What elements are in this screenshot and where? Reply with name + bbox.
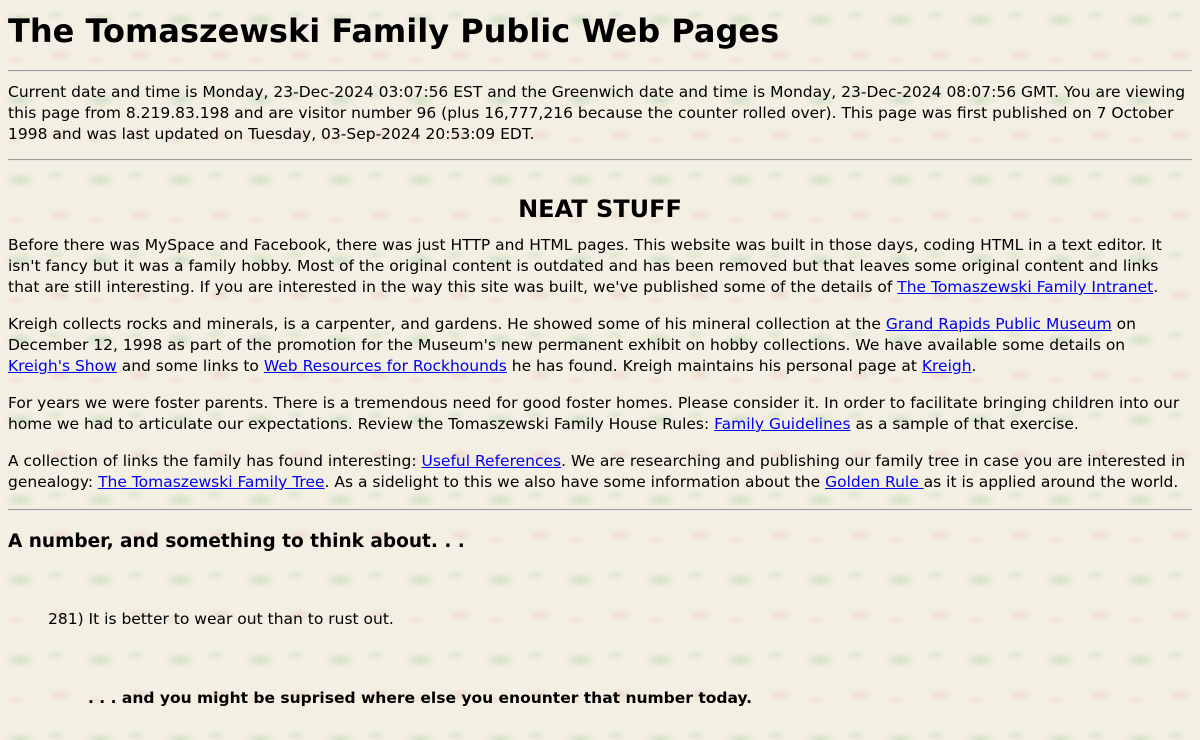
kreigh-text: he has found. Kreigh maintains his personal page at	[506, 357, 922, 375]
links-text: A collection of links the family has found interesting:	[8, 452, 422, 470]
divider	[8, 70, 1192, 72]
family-guidelines-link[interactable]: Family Guidelines	[714, 415, 851, 433]
rockhounds-link[interactable]: Web Resources for Rockhounds	[263, 357, 507, 375]
museum-link[interactable]: Grand Rapids Public Museum	[885, 315, 1112, 333]
intro-text: Before there was MySpace and Facebook, there was just HTTP and HTML pages. This website was built in those days, coding HTML in a text editor. It isn't fancy but it was a family hobby. Most of the original content is outdated and has been removed but that leaves some original content and links that are still interesting. If you are interested in the way this site was built, we've published some of the details of	[8, 236, 1162, 296]
links-text-end: as it is applied around the world.	[923, 473, 1179, 491]
kreighs-show-link[interactable]: Kreigh's Show	[8, 357, 117, 375]
links-text: . We are researching and publishing our family tree in case you are interested in genealogy:	[8, 452, 1186, 491]
family-tree-link[interactable]: The Tomaszewski Family Tree	[98, 473, 325, 491]
number-heading: A number, and something to think about. . .	[8, 531, 465, 552]
intranet-link[interactable]: The Tomaszewski Family Intranet	[897, 278, 1154, 296]
divider	[8, 509, 1192, 511]
foster-text-end: as a sample of that exercise.	[850, 415, 1079, 433]
foster-text: For years we were foster parents. There is a tremendous need for good foster homes. Please consider it. In order to facilitate bringing children into our home we had to articulate our expectations. Review the Tomaszewski Family House Rules:	[8, 394, 1180, 433]
useful-references-link[interactable]: Useful References	[421, 452, 562, 470]
intro-text-end: .	[1153, 278, 1159, 296]
divider	[8, 159, 1192, 161]
links-paragraph	[8, 451, 1192, 493]
kreigh-text: Kreigh collects rocks and minerals, is a carpenter, and gardens. He showed some of his mineral collection at the	[8, 315, 886, 333]
kreigh-text: on December 12, 1998 as part of the promotion for the Museum's new permanent exhibit on hobby collections. We have available some details on	[8, 315, 1136, 354]
links-text: . As a sidelight to this we also have some information about the	[324, 473, 826, 491]
kreigh-text: and some links to	[116, 357, 264, 375]
intro-paragraph	[8, 235, 1192, 298]
visitor-status-text: Current date and time is Monday, 23-Dec-2024 03:07:56 EST and the Greenwich date and time is Monday, 23-Dec-2024 08:07:56 GMT. You are viewing this page from 8.219.83.198 and are visitor number 96 (plus 16,777,216 because the counter rolled over). This page was first published on 7 October 1998 and was last updated on Tuesday, 03-Sep-2024 20:53:09 EDT.	[8, 83, 1186, 143]
golden-rule-link[interactable]: Golden Rule	[825, 473, 924, 491]
kreigh-text-end: .	[971, 357, 977, 375]
kreigh-link[interactable]: Kreigh	[921, 357, 972, 375]
closing-note: . . . and you might be suprised where else you enounter that number today.	[88, 689, 753, 707]
kreigh-paragraph	[8, 314, 1192, 377]
page-title: The Tomaszewski Family Public Web Pages	[8, 12, 780, 50]
foster-paragraph	[8, 393, 1192, 435]
neat-stuff-heading: NEAT STUFF	[518, 195, 682, 223]
number-quote: 281) It is better to wear out than to rust out.	[48, 610, 394, 628]
